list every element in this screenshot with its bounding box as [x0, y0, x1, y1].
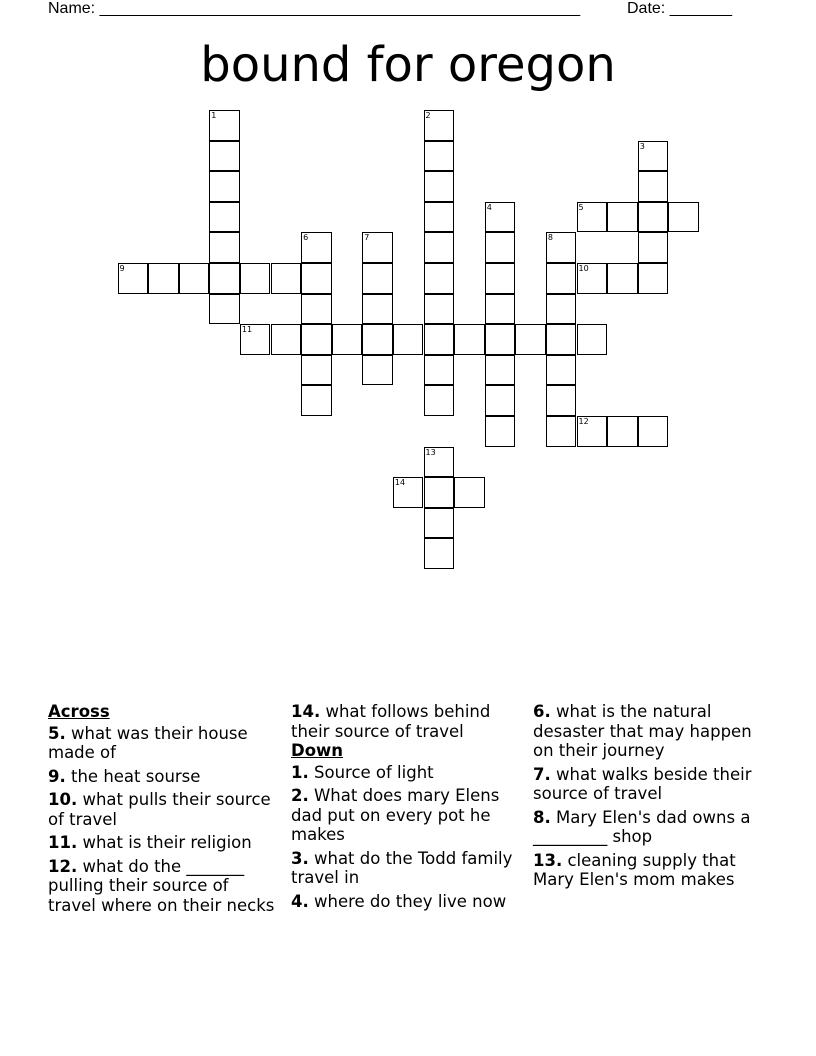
grid-cell[interactable] — [424, 141, 455, 172]
cell-number: 12 — [578, 417, 589, 426]
clue-column-2 — [291, 702, 523, 915]
grid-cell[interactable] — [424, 447, 455, 478]
clue-down-1: 1. Source of light — [291, 762, 434, 782]
grid-cell[interactable] — [607, 263, 638, 294]
grid-cell[interactable] — [577, 263, 608, 294]
grid-cell[interactable] — [638, 171, 669, 202]
grid-cell[interactable] — [332, 324, 363, 355]
grid-cell[interactable] — [301, 263, 332, 294]
grid-cell[interactable] — [301, 385, 332, 416]
grid-cell[interactable] — [424, 477, 455, 508]
grid-cell[interactable] — [546, 385, 577, 416]
clue-across-11: 11. what is their religion — [48, 833, 252, 852]
grid-cell[interactable] — [240, 324, 271, 355]
clue-across-12: 12. what do the _______ pulling their source of travel where on their necks — [48, 856, 275, 915]
grid-cell[interactable] — [577, 202, 608, 233]
clue-down-6: 6. what is the natural desaster that may happen on their journey — [533, 702, 752, 760]
grid-cell[interactable] — [638, 141, 669, 172]
clue-across-14: 14. what follows behind their source of travel — [291, 702, 491, 741]
cell-number: 11 — [241, 325, 253, 335]
grid-cell[interactable] — [638, 263, 669, 294]
clue-column-3 — [533, 702, 773, 894]
grid-cell[interactable] — [362, 232, 393, 263]
grid-cell[interactable] — [271, 324, 302, 355]
clue-down-8: 8. Mary Elen's dad owns a _________ shop — [533, 807, 751, 846]
grid-cell[interactable] — [393, 324, 424, 355]
grid-cell[interactable] — [118, 263, 149, 294]
cell-number: 4 — [486, 202, 492, 212]
grid-cell[interactable] — [546, 416, 577, 447]
grid-cell[interactable] — [607, 416, 638, 447]
grid-cell[interactable] — [424, 263, 455, 294]
grid-cell[interactable] — [638, 202, 669, 233]
cell-number: 1 — [211, 111, 217, 120]
grid-cell[interactable] — [362, 324, 393, 355]
name-field-label: Name: ______________________________________________________ — [48, 0, 581, 17]
grid-cell[interactable] — [209, 294, 240, 325]
grid-cell[interactable] — [179, 263, 210, 294]
grid-cell[interactable] — [577, 324, 608, 355]
clue-across-5: 5. what was their house made of — [48, 723, 248, 762]
cell-number: 9 — [119, 264, 125, 273]
grid-cell[interactable] — [209, 110, 240, 141]
clue-down-7: 7. what walks beside their source of travel — [533, 764, 752, 803]
grid-cell[interactable] — [485, 416, 516, 447]
grid-cell[interactable] — [485, 263, 516, 294]
grid-cell[interactable] — [668, 202, 699, 233]
grid-cell[interactable] — [424, 538, 455, 569]
grid-cell[interactable] — [209, 141, 240, 172]
grid-cell[interactable] — [485, 202, 516, 233]
grid-cell[interactable] — [546, 355, 577, 386]
grid-cell[interactable] — [424, 324, 455, 355]
grid-cell[interactable] — [424, 202, 455, 233]
grid-cell[interactable] — [271, 263, 302, 294]
grid-cell[interactable] — [424, 171, 455, 202]
grid-cell[interactable] — [209, 202, 240, 233]
grid-cell[interactable] — [485, 294, 516, 325]
grid-cell[interactable] — [240, 263, 271, 294]
grid-cell[interactable] — [424, 294, 455, 325]
grid-cell[interactable] — [393, 477, 424, 508]
cell-number: 7 — [364, 233, 370, 243]
cell-number: 10 — [578, 264, 589, 273]
grid-cell[interactable] — [454, 324, 485, 355]
cell-number: 13 — [425, 447, 436, 457]
grid-cell[interactable] — [485, 355, 516, 386]
cell-number: 3 — [639, 141, 645, 151]
grid-cell[interactable] — [515, 324, 546, 355]
grid-cell[interactable] — [638, 232, 669, 263]
grid-cell[interactable] — [301, 324, 332, 355]
cell-number: 2 — [425, 111, 431, 120]
grid-cell[interactable] — [301, 232, 332, 263]
grid-cell[interactable] — [607, 202, 638, 233]
cell-number: 5 — [578, 202, 584, 212]
clue-across-10: 10. what pulls their source of travel — [48, 790, 271, 829]
clue-down-2: 2. What does mary Elens dad put on every pot he makes — [291, 786, 500, 844]
grid-cell[interactable] — [362, 355, 393, 386]
grid-cell[interactable] — [546, 232, 577, 263]
grid-cell[interactable] — [546, 324, 577, 355]
grid-cell[interactable] — [424, 508, 455, 539]
grid-cell[interactable] — [638, 416, 669, 447]
grid-cell[interactable] — [546, 263, 577, 294]
down-heading: Down — [291, 741, 344, 760]
date-field-label: Date: _______ — [627, 0, 732, 17]
grid-cell[interactable] — [209, 263, 240, 294]
clue-column-1 — [48, 702, 280, 919]
grid-cell[interactable] — [424, 355, 455, 386]
clue-down-4: 4. where do they live now — [291, 891, 507, 911]
puzzle-title: bound for oregon — [200, 37, 616, 93]
grid-cell[interactable] — [148, 263, 179, 294]
grid-cell[interactable] — [454, 477, 485, 508]
clue-across-9: 9. the heat sourse — [48, 766, 201, 786]
cell-number: 8 — [547, 233, 553, 243]
across-heading: Across — [48, 702, 110, 721]
cell-number: 14 — [394, 478, 406, 488]
cell-number: 6 — [303, 233, 309, 243]
grid-cell[interactable] — [362, 294, 393, 325]
grid-cell[interactable] — [209, 232, 240, 263]
grid-cell[interactable] — [485, 232, 516, 263]
grid-cell[interactable] — [301, 355, 332, 386]
grid-cell[interactable] — [362, 263, 393, 294]
grid-cell[interactable] — [424, 232, 455, 263]
grid-cell[interactable] — [424, 385, 455, 416]
clue-down-13: 13. cleaning supply that Mary Elen's mom makes — [533, 850, 736, 889]
grid-cell[interactable] — [209, 171, 240, 202]
clue-down-3: 3. what do the Todd family travel in — [291, 848, 513, 887]
grid-cell[interactable] — [485, 385, 516, 416]
grid-cell[interactable] — [301, 294, 332, 325]
grid-cell[interactable] — [424, 110, 455, 141]
grid-cell[interactable] — [577, 416, 608, 447]
grid-cell[interactable] — [546, 294, 577, 325]
grid-cell[interactable] — [485, 324, 516, 355]
